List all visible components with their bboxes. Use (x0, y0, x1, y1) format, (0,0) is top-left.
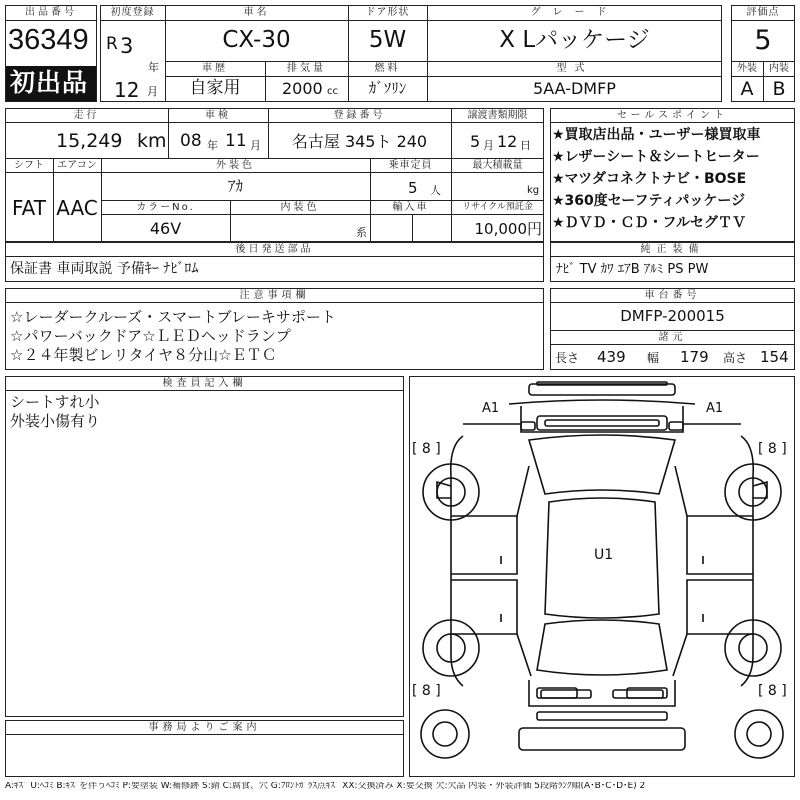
lot-number: 36349 (8, 24, 89, 56)
dims-label: 諸元 (658, 332, 687, 343)
model-name: CX-30 (222, 27, 291, 53)
sales-point-item: ★マツダコネクトナビ・BOSE (552, 171, 747, 187)
note-line: ☆レーダークルーズ・スマートブレーキサポート (10, 308, 336, 326)
equipment: ﾅﾋﾞ TV ｶﾜ ｴｱB ｱﾙﾐ PS PW (556, 262, 709, 277)
max-load-unit: kg (527, 185, 540, 196)
inspector-note-2: 外装小傷有り (10, 412, 101, 430)
recycle-fee-label: リサイクル預託金 (462, 202, 533, 212)
mark-tire-front-right: [ 8 ] (758, 441, 787, 457)
mark-roof: U1 (594, 547, 614, 563)
color-number: 46V (149, 219, 182, 238)
interior-score: B (772, 78, 786, 100)
displacement-unit: cc (327, 86, 338, 97)
sales-point-item: ★買取店出品・ユーザー様買取車 (552, 127, 761, 143)
transfer-deadline-label: 譲渡書類期限 (467, 110, 528, 121)
air-conditioner: AAC (56, 196, 98, 220)
width-label: 幅 (647, 351, 660, 365)
mark-front-right: A1 (706, 401, 724, 416)
model-code-label: 型式 (556, 63, 593, 74)
inspection-year-unit: 年 (207, 139, 218, 152)
width: 179 (680, 348, 709, 366)
era: R (106, 34, 118, 54)
exterior-score: A (740, 78, 754, 100)
grade-label: グレード (530, 7, 619, 18)
transfer-day: 12 (497, 132, 518, 151)
capacity-label: 乗車定員 (388, 160, 433, 171)
history-label: 車歴 (202, 63, 228, 74)
interior-color-label: 内装色 (280, 202, 320, 213)
color-no-label: カラーNo. (136, 202, 195, 213)
notes-label: 注意事項欄 (239, 290, 310, 301)
plate-number: 名古屋 345ト 240 (291, 132, 428, 151)
mark-front-left: A1 (482, 401, 500, 416)
later-parts-label: 後日発送部品 (235, 244, 314, 255)
history: 自家用 (189, 78, 241, 98)
model-code: 5AA-DMFP (533, 79, 616, 98)
first-listing-badge-text: 初出品 (10, 68, 89, 97)
ac-label: エアコン (57, 160, 97, 171)
fuel-label: 燃料 (374, 63, 401, 74)
exterior-score-label: 外装 (737, 63, 757, 74)
legend: A:ｷｽﾞ U:ﾍｺﾐ B:ｷｽﾞを伴うﾍｺﾐ P:要塗装 W:補修跡 S:錆 C:腐食、穴 G:ﾌﾛﾝﾄｶﾞﾗｽ点ｷｽﾞ XX:交換済み X:要交換 欠:欠品 内装・外装評価 5段階ﾗﾝｸ順(A･B･C･D･E) 2 (5, 782, 646, 791)
length: 439 (597, 348, 626, 366)
door-type: 5W (368, 27, 407, 53)
inspection-label: 車検 (205, 110, 231, 121)
plate-label: 登録番号 (333, 110, 386, 121)
mileage: 15,249 (56, 130, 123, 152)
first-registration-label: 初度登録 (110, 7, 155, 18)
month-unit: 月 (147, 85, 158, 98)
sales-point-item: ★レザーシート＆シートヒーター (552, 149, 760, 165)
equipment-label: 純正装備 (640, 244, 705, 255)
sales-point-item: ★ＤＶＤ・ＣＤ・フルセグＴＶ (552, 215, 746, 231)
import-label: 輸入車 (392, 202, 429, 213)
inspection-month: 11 (225, 131, 247, 151)
sales-point-item: ★360度セーフティパッケージ (552, 193, 746, 209)
transfer-month: 5 (470, 132, 481, 151)
recycle-fee: 10,000円 (474, 220, 542, 238)
score-label: 評価点 (746, 7, 780, 18)
model-label: 車名 (243, 7, 270, 18)
registration-year: 3 (120, 34, 134, 58)
registration-month: 12 (114, 78, 140, 102)
exterior-color: ｱｶ (227, 177, 243, 195)
year-unit: 年 (148, 61, 159, 74)
note-line: ☆パワーバックドア☆ＬＥＤヘッドランプ (10, 327, 291, 345)
note-line: ☆２４年製ビレリタイヤ８分山☆ＥＴＣ (10, 346, 277, 364)
capacity: 5 (408, 179, 418, 197)
car-diagram (409, 376, 795, 777)
overall-score: 5 (754, 25, 772, 56)
mileage-unit: km (137, 130, 167, 152)
fuel: ｶﾞｿﾘﾝ (368, 79, 407, 97)
lot-number-label: 出品番号 (25, 7, 77, 18)
inspector-note-1: シートすれ小 (10, 393, 100, 411)
inspector-label: 検査員記入欄 (162, 378, 247, 389)
inspection-year: 08 (180, 131, 202, 151)
door-label: ドア形状 (365, 7, 410, 18)
office-label: 事務局よりご案内 (148, 722, 261, 733)
exterior-color-label: 外装色 (216, 160, 255, 171)
mark-tire-front-left: [ 8 ] (412, 441, 441, 457)
inspection-month-unit: 月 (250, 139, 261, 152)
shift: FAT (11, 196, 46, 220)
interior-color-unit: 系 (356, 226, 367, 239)
chassis-label: 車台番号 (644, 290, 701, 301)
length-label: 長さ (555, 351, 580, 365)
capacity-unit: 人 (430, 184, 441, 197)
mileage-label: 走行 (73, 110, 100, 121)
height-label: 高さ (723, 351, 748, 365)
mark-tire-rear-left: [ 8 ] (412, 683, 441, 699)
later-parts: 保証書 車両取説 予備ｷｰ ﾅﾋﾞﾛﾑ (10, 261, 199, 277)
interior-score-label: 内装 (769, 63, 789, 74)
chassis-number: DMFP-200015 (620, 307, 725, 325)
displacement-label: 排気量 (287, 63, 326, 74)
displacement: 2000 (282, 79, 323, 98)
shift-label: シフト (14, 160, 44, 171)
mark-tire-rear-right: [ 8 ] (758, 683, 787, 699)
grade: X Lパッケージ (499, 27, 650, 53)
transfer-day-unit: 日 (520, 139, 531, 152)
height: 154 (760, 348, 789, 366)
max-load-label: 最大積載量 (472, 160, 523, 171)
sales-points-label: セールスポイント (616, 110, 729, 121)
transfer-month-unit: 月 (483, 139, 494, 152)
